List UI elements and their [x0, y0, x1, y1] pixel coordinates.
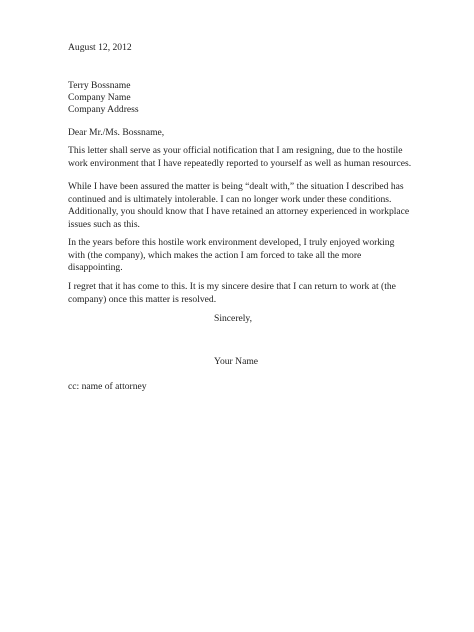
paragraph-line: with (the company), which makes the action I am forced to take all the more	[68, 249, 362, 261]
paragraph-line: While I have been assured the matter is being “dealt with,” the situation I described has	[68, 181, 404, 192]
recipient-company: Company Name	[68, 92, 131, 103]
paragraph-line: This letter shall serve as your official notification that I am resigning, due to the hostile	[68, 145, 403, 156]
closing: Sincerely,	[214, 313, 253, 324]
paragraph-line: I regret that it has come to this. It is my sincere desire that I can return to work at (the	[68, 281, 396, 292]
signature-name: Your Name	[214, 356, 259, 367]
paragraph-3	[68, 237, 418, 275]
paragraph-2	[68, 181, 418, 231]
paragraph-line: disappointing.	[68, 262, 123, 274]
paragraph-4	[68, 281, 418, 306]
letter-date: August 12, 2012	[68, 42, 132, 53]
cc-line: cc: name of attorney	[68, 381, 147, 392]
recipient-address: Company Address	[68, 104, 139, 115]
paragraph-line: continued and is ultimately intolerable. I can no longer work under these conditions.	[68, 193, 392, 205]
recipient-name: Terry Bossname	[68, 80, 131, 91]
paragraph-1	[68, 145, 418, 170]
paragraph-line: issues such as this.	[68, 218, 140, 230]
paragraph-line: Additionally, you should know that I have retained an attorney experienced in workplace	[68, 206, 410, 218]
salutation: Dear Mr./Ms. Bossname,	[68, 127, 165, 138]
paragraph-line: In the years before this hostile work environment developed, I truly enjoyed working	[68, 237, 395, 248]
paragraph-line: company) once this matter is resolved.	[68, 293, 217, 305]
paragraph-line: work environment that I have repeatedly reported to yourself as well as human resources.	[68, 157, 412, 169]
